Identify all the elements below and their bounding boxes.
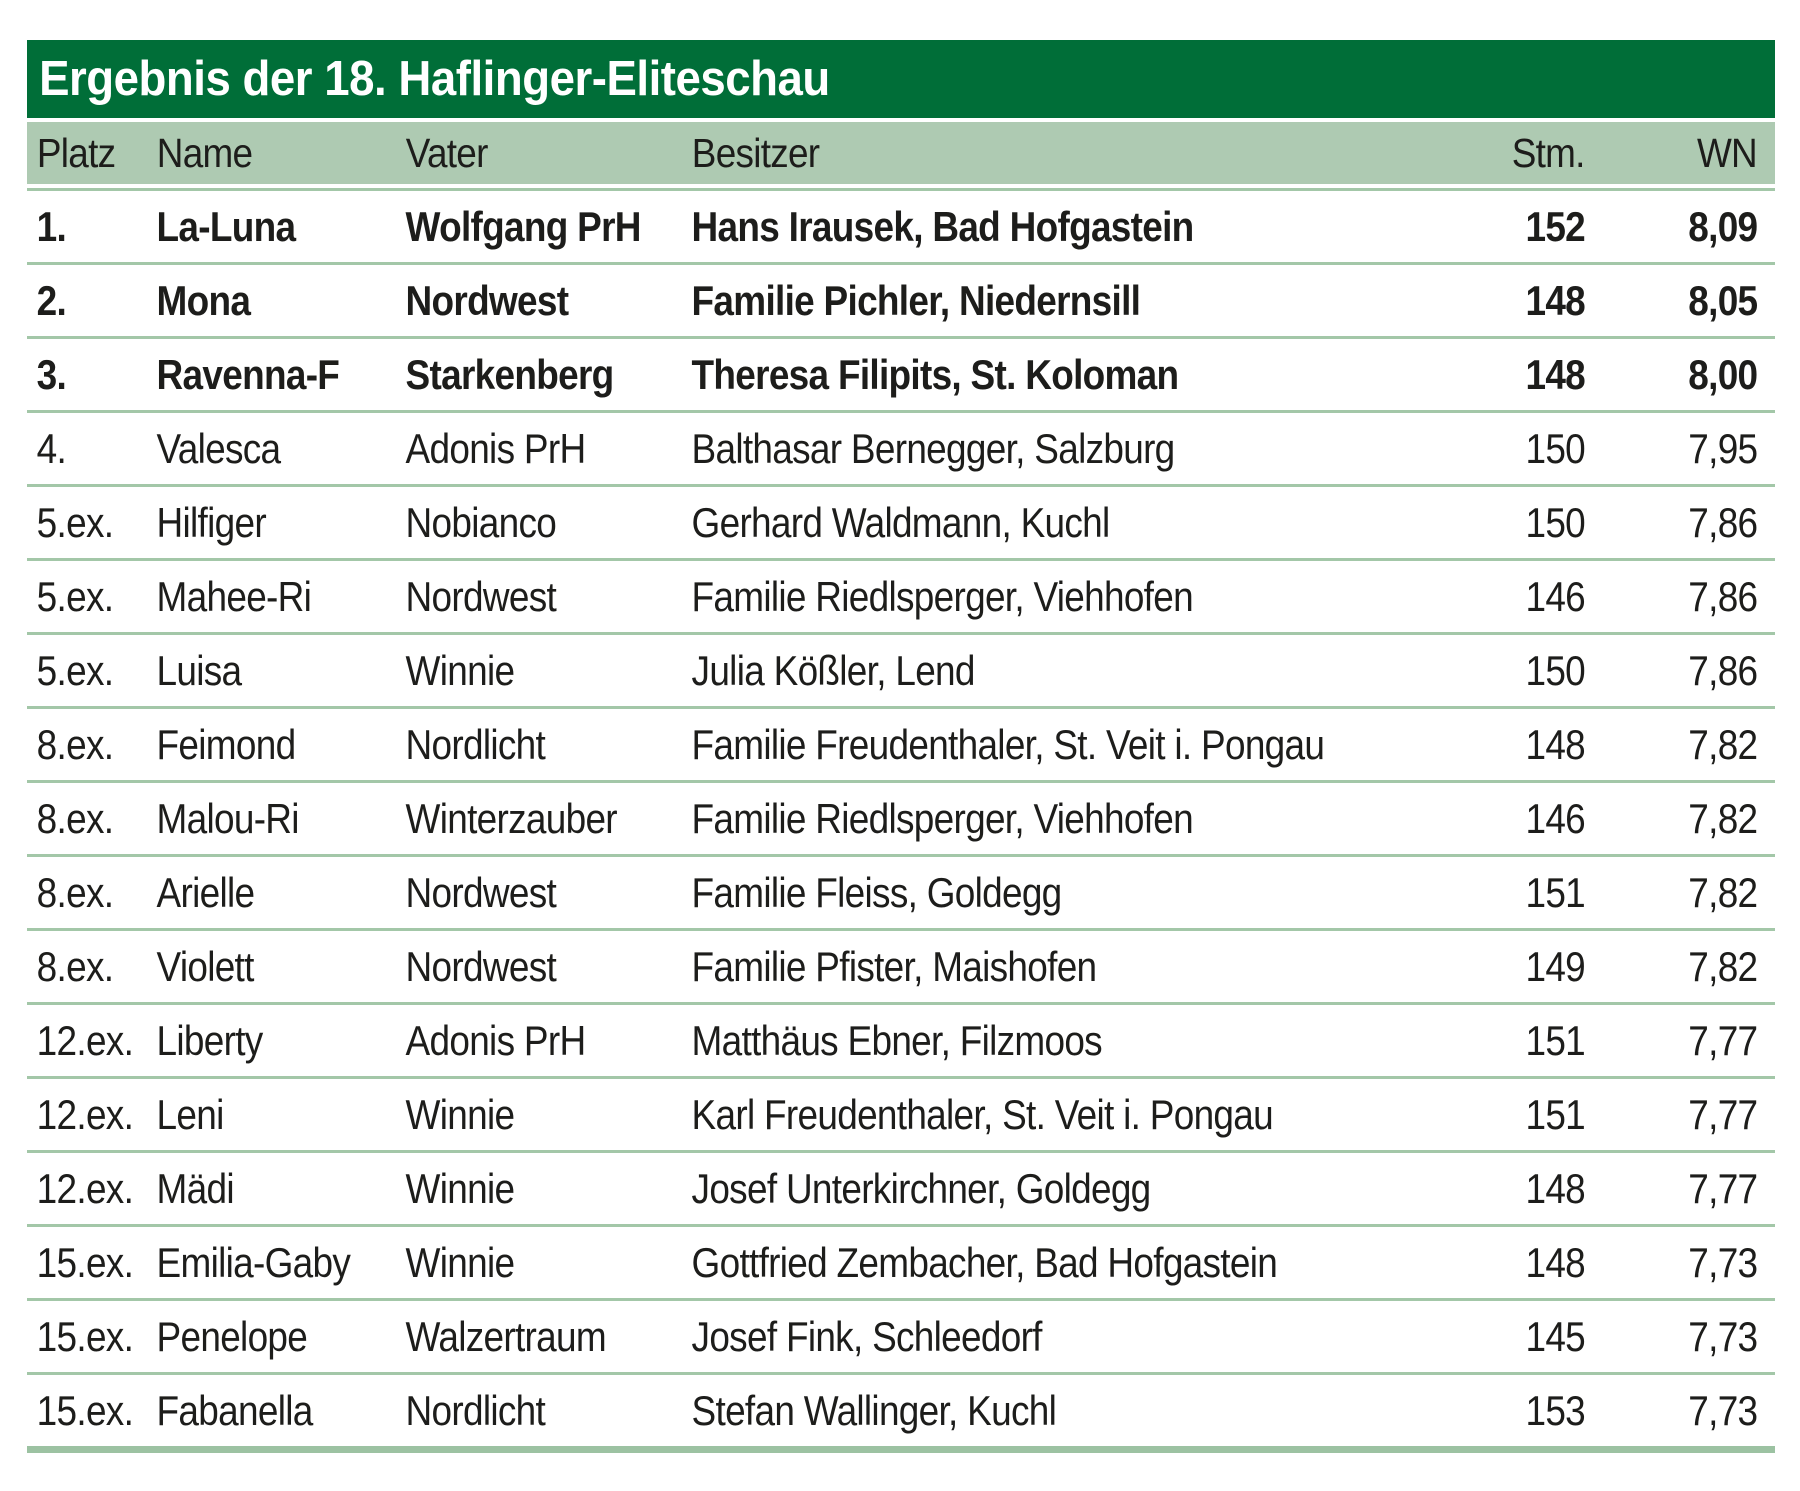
table-row: [27, 262, 1775, 336]
table-row: [27, 336, 1775, 410]
cell-wn: 7,95: [1688, 424, 1758, 472]
cell-besitzer: Theresa Filipits, St. Koloman: [691, 350, 1179, 398]
cell-stm: 149: [1525, 942, 1586, 990]
cell-name: Valesca: [156, 424, 281, 472]
cell-vater: Starkenberg: [405, 350, 614, 398]
cell-platz: 12.ex.: [36, 1090, 134, 1138]
cell-besitzer: Julia Kößler, Lend: [691, 646, 975, 694]
cell-platz: 12.ex.: [36, 1016, 134, 1064]
cell-wn: 7,82: [1688, 942, 1758, 990]
cell-platz: 15.ex.: [36, 1238, 134, 1286]
cell-besitzer: Familie Fleiss, Goldegg: [691, 868, 1062, 916]
column-header-platz: Platz: [36, 129, 116, 176]
cell-besitzer: Balthasar Bernegger, Salzburg: [691, 424, 1175, 472]
cell-wn: 8,05: [1688, 276, 1758, 324]
cell-stm: 151: [1525, 1090, 1586, 1138]
table-row: [27, 188, 1775, 262]
cell-name: Mädi: [156, 1164, 234, 1212]
table-row: [27, 1298, 1775, 1372]
table-row: [27, 854, 1775, 928]
table-row: [27, 1372, 1775, 1446]
cell-wn: 7,86: [1688, 498, 1758, 546]
cell-besitzer: Familie Pichler, Niedernsill: [691, 276, 1141, 324]
cell-platz: 5.ex.: [36, 646, 114, 694]
cell-vater: Winnie: [405, 1164, 515, 1212]
cell-besitzer: Hans Irausek, Bad Hofgastein: [691, 202, 1194, 250]
table-row: [27, 484, 1775, 558]
cell-vater: Nordlicht: [405, 720, 546, 768]
cell-vater: Winnie: [405, 646, 515, 694]
cell-wn: 7,86: [1688, 572, 1758, 620]
table-row: [27, 558, 1775, 632]
cell-besitzer: Familie Freudenthaler, St. Veit i. Pongau: [691, 720, 1325, 768]
cell-platz: 5.ex.: [36, 572, 114, 620]
cell-vater: Adonis PrH: [405, 1016, 586, 1064]
cell-wn: 7,82: [1688, 794, 1758, 842]
cell-stm: 148: [1525, 350, 1586, 398]
cell-name: Luisa: [156, 646, 242, 694]
table-title-bar: [27, 40, 1775, 118]
cell-besitzer: Josef Unterkirchner, Goldegg: [691, 1164, 1151, 1212]
cell-wn: 7,77: [1688, 1090, 1758, 1138]
cell-wn: 8,09: [1688, 202, 1758, 250]
cell-platz: 3.: [36, 350, 67, 398]
cell-platz: 2.: [36, 276, 67, 324]
cell-name: Leni: [156, 1090, 224, 1138]
cell-vater: Winnie: [405, 1238, 515, 1286]
cell-name: Hilfiger: [156, 498, 266, 546]
table-bottom-rule: [27, 1446, 1775, 1453]
cell-stm: 148: [1525, 276, 1586, 324]
cell-wn: 7,73: [1688, 1238, 1758, 1286]
cell-name: Feimond: [156, 720, 296, 768]
cell-name: Malou-Ri: [156, 794, 299, 842]
cell-besitzer: Familie Riedlsperger, Viehhofen: [691, 794, 1193, 842]
table-row: [27, 780, 1775, 854]
column-header-row: [27, 122, 1775, 184]
cell-stm: 150: [1525, 498, 1586, 546]
cell-vater: Adonis PrH: [405, 424, 586, 472]
cell-stm: 151: [1525, 1016, 1586, 1064]
cell-vater: Nordwest: [405, 572, 557, 620]
table-row: [27, 1076, 1775, 1150]
cell-stm: 153: [1525, 1386, 1586, 1434]
cell-vater: Walzertraum: [405, 1312, 606, 1360]
results-table: [27, 40, 1775, 1453]
cell-platz: 4.: [36, 424, 67, 472]
table-row: [27, 632, 1775, 706]
cell-platz: 8.ex.: [36, 942, 114, 990]
cell-wn: 7,82: [1688, 720, 1758, 768]
cell-platz: 8.ex.: [36, 794, 114, 842]
cell-besitzer: Josef Fink, Schleedorf: [691, 1312, 1042, 1360]
cell-vater: Nordlicht: [405, 1386, 546, 1434]
cell-vater: Nordwest: [405, 276, 569, 324]
cell-besitzer: Stefan Wallinger, Kuchl: [691, 1386, 1057, 1434]
cell-wn: 8,00: [1688, 350, 1758, 398]
cell-stm: 145: [1525, 1312, 1586, 1360]
cell-wn: 7,86: [1688, 646, 1758, 694]
cell-name: Penelope: [156, 1312, 308, 1360]
cell-platz: 5.ex.: [36, 498, 114, 546]
column-header-wn: WN: [1696, 129, 1757, 176]
table-row: [27, 1150, 1775, 1224]
cell-besitzer: Gottfried Zembacher, Bad Hofgastein: [691, 1238, 1278, 1286]
table-title: Ergebnis der 18. Haflinger-Eliteschau: [39, 52, 830, 106]
cell-name: La-Luna: [156, 202, 296, 250]
cell-vater: Winterzauber: [405, 794, 617, 842]
cell-stm: 146: [1525, 572, 1586, 620]
cell-stm: 150: [1525, 646, 1586, 694]
cell-vater: Nobianco: [405, 498, 557, 546]
cell-stm: 148: [1525, 1238, 1586, 1286]
cell-platz: 8.ex.: [36, 868, 114, 916]
cell-stm: 151: [1525, 868, 1586, 916]
cell-stm: 150: [1525, 424, 1586, 472]
cell-wn: 7,82: [1688, 868, 1758, 916]
table-row: [27, 1224, 1775, 1298]
cell-vater: Nordwest: [405, 868, 557, 916]
column-header-vater: Vater: [405, 129, 488, 176]
cell-platz: 8.ex.: [36, 720, 114, 768]
column-header-name: Name: [156, 129, 253, 176]
cell-vater: Wolfgang PrH: [405, 202, 641, 250]
cell-name: Fabanella: [156, 1386, 313, 1434]
cell-name: Arielle: [156, 868, 255, 916]
table-row: [27, 1002, 1775, 1076]
cell-wn: 7,77: [1688, 1016, 1758, 1064]
cell-wn: 7,73: [1688, 1312, 1758, 1360]
cell-stm: 148: [1525, 1164, 1586, 1212]
table-row: [27, 928, 1775, 1002]
cell-besitzer: Familie Riedlsperger, Viehhofen: [691, 572, 1193, 620]
cell-name: Liberty: [156, 1016, 263, 1064]
cell-name: Emilia-Gaby: [156, 1238, 351, 1286]
cell-stm: 152: [1525, 202, 1586, 250]
cell-name: Ravenna-F: [156, 350, 340, 398]
cell-besitzer: Gerhard Waldmann, Kuchl: [691, 498, 1110, 546]
cell-name: Mahee-Ri: [156, 572, 312, 620]
cell-besitzer: Familie Pfister, Maishofen: [691, 942, 1097, 990]
cell-wn: 7,73: [1688, 1386, 1758, 1434]
cell-stm: 148: [1525, 720, 1586, 768]
cell-wn: 7,77: [1688, 1164, 1758, 1212]
cell-vater: Nordwest: [405, 942, 557, 990]
table-body: [27, 188, 1775, 1446]
cell-platz: 1.: [36, 202, 67, 250]
column-header-stm: Stm.: [1511, 129, 1585, 176]
column-header-besitzer: Besitzer: [691, 129, 820, 176]
cell-besitzer: Karl Freudenthaler, St. Veit i. Pongau: [691, 1090, 1273, 1138]
cell-platz: 15.ex.: [36, 1312, 134, 1360]
table-row: [27, 706, 1775, 780]
cell-platz: 12.ex.: [36, 1164, 134, 1212]
cell-platz: 15.ex.: [36, 1386, 134, 1434]
cell-name: Mona: [156, 276, 251, 324]
cell-besitzer: Matthäus Ebner, Filzmoos: [691, 1016, 1102, 1064]
cell-name: Violett: [156, 942, 254, 990]
cell-vater: Winnie: [405, 1090, 515, 1138]
cell-stm: 146: [1525, 794, 1586, 842]
table-row: [27, 410, 1775, 484]
